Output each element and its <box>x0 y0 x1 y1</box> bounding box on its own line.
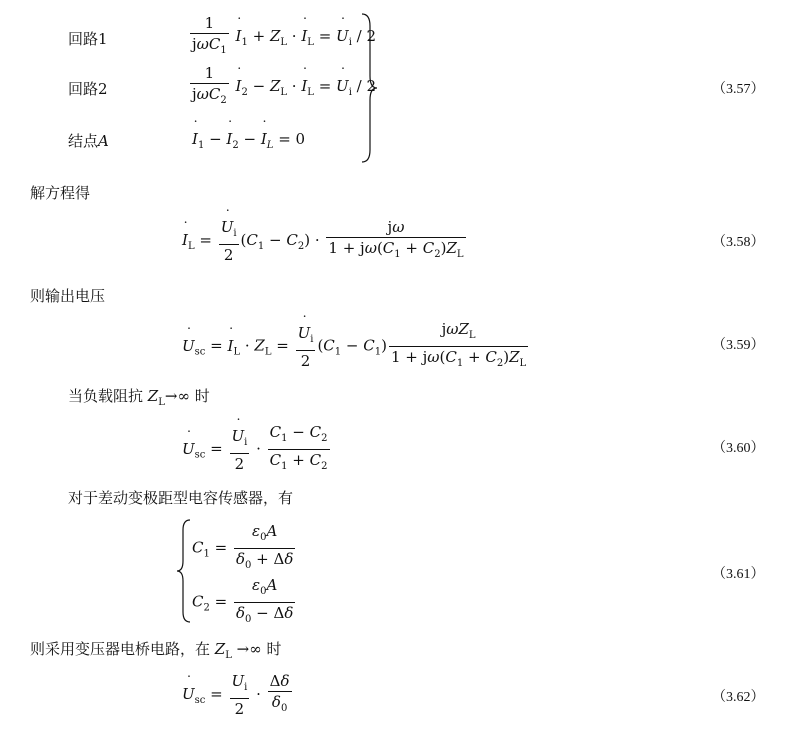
fraction: ˙ $\frac{U_i}{2}$ <box>230 427 250 473</box>
fraction: $\frac{\varepsilon_0A}{\delta_0 - \Delta\delta}$ <box>235 576 294 625</box>
label-loop-1: 回路1 <box>68 30 108 48</box>
transformer-cond: →∞ <box>236 640 262 658</box>
fraction: $\frac{\varepsilon_0A}{\delta_0 + \Delta\delta}$ <box>235 522 294 571</box>
equation-loop-2: $\frac{1}{j\omega C_2}$ ˙ $I_2 - Z_L$ · ˙ $I_L$ = ˙ $U_i / 2$ <box>188 64 376 110</box>
transformer-suffix: 时 <box>266 640 282 658</box>
right-brace <box>360 12 380 164</box>
fraction: $\frac{1}{j\omega C_1}$ <box>192 14 227 56</box>
fraction: $\frac{\Delta\delta}{\delta_0}$ <box>269 672 290 714</box>
equation-3-60: ˙ $U_{sc}$ = ˙ $\frac{U_i}{2}$ · $\frac{C_1 - C_2}{C_1 + C_2}$ <box>182 423 332 476</box>
transformer-text: 则采用变压器电桥电路，在 <box>30 640 211 658</box>
text-solve: 解方程得 <box>30 184 91 202</box>
label-node-var: A <box>98 132 109 150</box>
text-sensor: 对于差动变极距型电容传感器，有 <box>68 489 294 507</box>
fraction: ˙ $\frac{U_i}{2}$ <box>296 324 316 370</box>
equation-number: （3.61） <box>712 567 765 582</box>
fraction: ˙ $\frac{U_i}{2}$ <box>219 218 239 264</box>
load-text: 当负载阻抗 <box>68 387 144 405</box>
label-node-text: 结点 <box>68 132 99 150</box>
fraction: $\frac{j\omega}{1 + j\omega(C_1 + C_2)Z_L}$ <box>328 218 464 260</box>
fraction: $\frac{1}{j\omega C_2}$ <box>192 64 227 106</box>
equation-3-58: ˙ $I_L$ = ˙ $\frac{U_i}{2}$ $(C_1 - C_2)$ · $\frac{j\omega}{1 + j\omega(C_1 + C_2)Z_L}$ <box>182 218 468 264</box>
equation-number: （3.60） <box>712 441 765 456</box>
load-cond: →∞ <box>164 387 190 405</box>
text-transformer-bridge: 则采用变压器电桥电路，在 $Z_L$ →∞ 时 <box>30 640 282 661</box>
fraction: $\frac{C_1 - C_2}{C_1 + C_2}$ <box>269 423 328 472</box>
equation-number: （3.59） <box>712 338 765 353</box>
equation-number: （3.57） <box>712 82 765 97</box>
equation-3-59: ˙ $U_{sc}$ = ˙ $I_L \cdot Z_L$ = ˙ $\frac{U_i}{2}$ $(C_1 - C_1)$ $\frac{j\omega Z_L}{1 + j\omega(C_1 + C_2)Z_L}$ <box>182 320 530 373</box>
fraction: $\frac{j\omega Z_L}{1 + j\omega(C_1 + C_2)Z_L}$ <box>390 320 527 369</box>
fraction: $\frac{U_i}{2}$ <box>231 672 248 718</box>
equation-loop-1: $\frac{1}{j\omega C_1}$ ˙ $I_1 + Z_L$ · ˙ $I_L$ = ˙ $U_i / 2$ <box>188 14 376 60</box>
equation-3-62: ˙ $U_{sc}$ = $\frac{U_i}{2}$ · $\frac{\Delta\delta}{\delta_0}$ <box>182 672 294 718</box>
load-suffix: 时 <box>194 387 210 405</box>
text-output-voltage: 则输出电压 <box>30 287 106 305</box>
equation-c1: $C_1$ = $\frac{\varepsilon_0A}{\delta_0 + \Delta\delta}$ <box>192 522 297 575</box>
label-loop-2: 回路2 <box>68 80 108 98</box>
label-node-a <box>68 130 109 151</box>
equation-node-a: ˙ $I_1$ − ˙ $I_2$ − ˙ $I_L = 0$ <box>192 130 305 151</box>
equation-number: （3.58） <box>712 235 765 250</box>
equation-c2: $C_2$ = $\frac{\varepsilon_0A}{\delta_0 - \Delta\delta}$ <box>192 576 297 629</box>
left-brace <box>176 518 192 624</box>
equation-number: （3.62） <box>712 690 765 705</box>
text-load-condition: 当负载阻抗 $Z_L\to\infty$ 时 <box>68 387 210 408</box>
